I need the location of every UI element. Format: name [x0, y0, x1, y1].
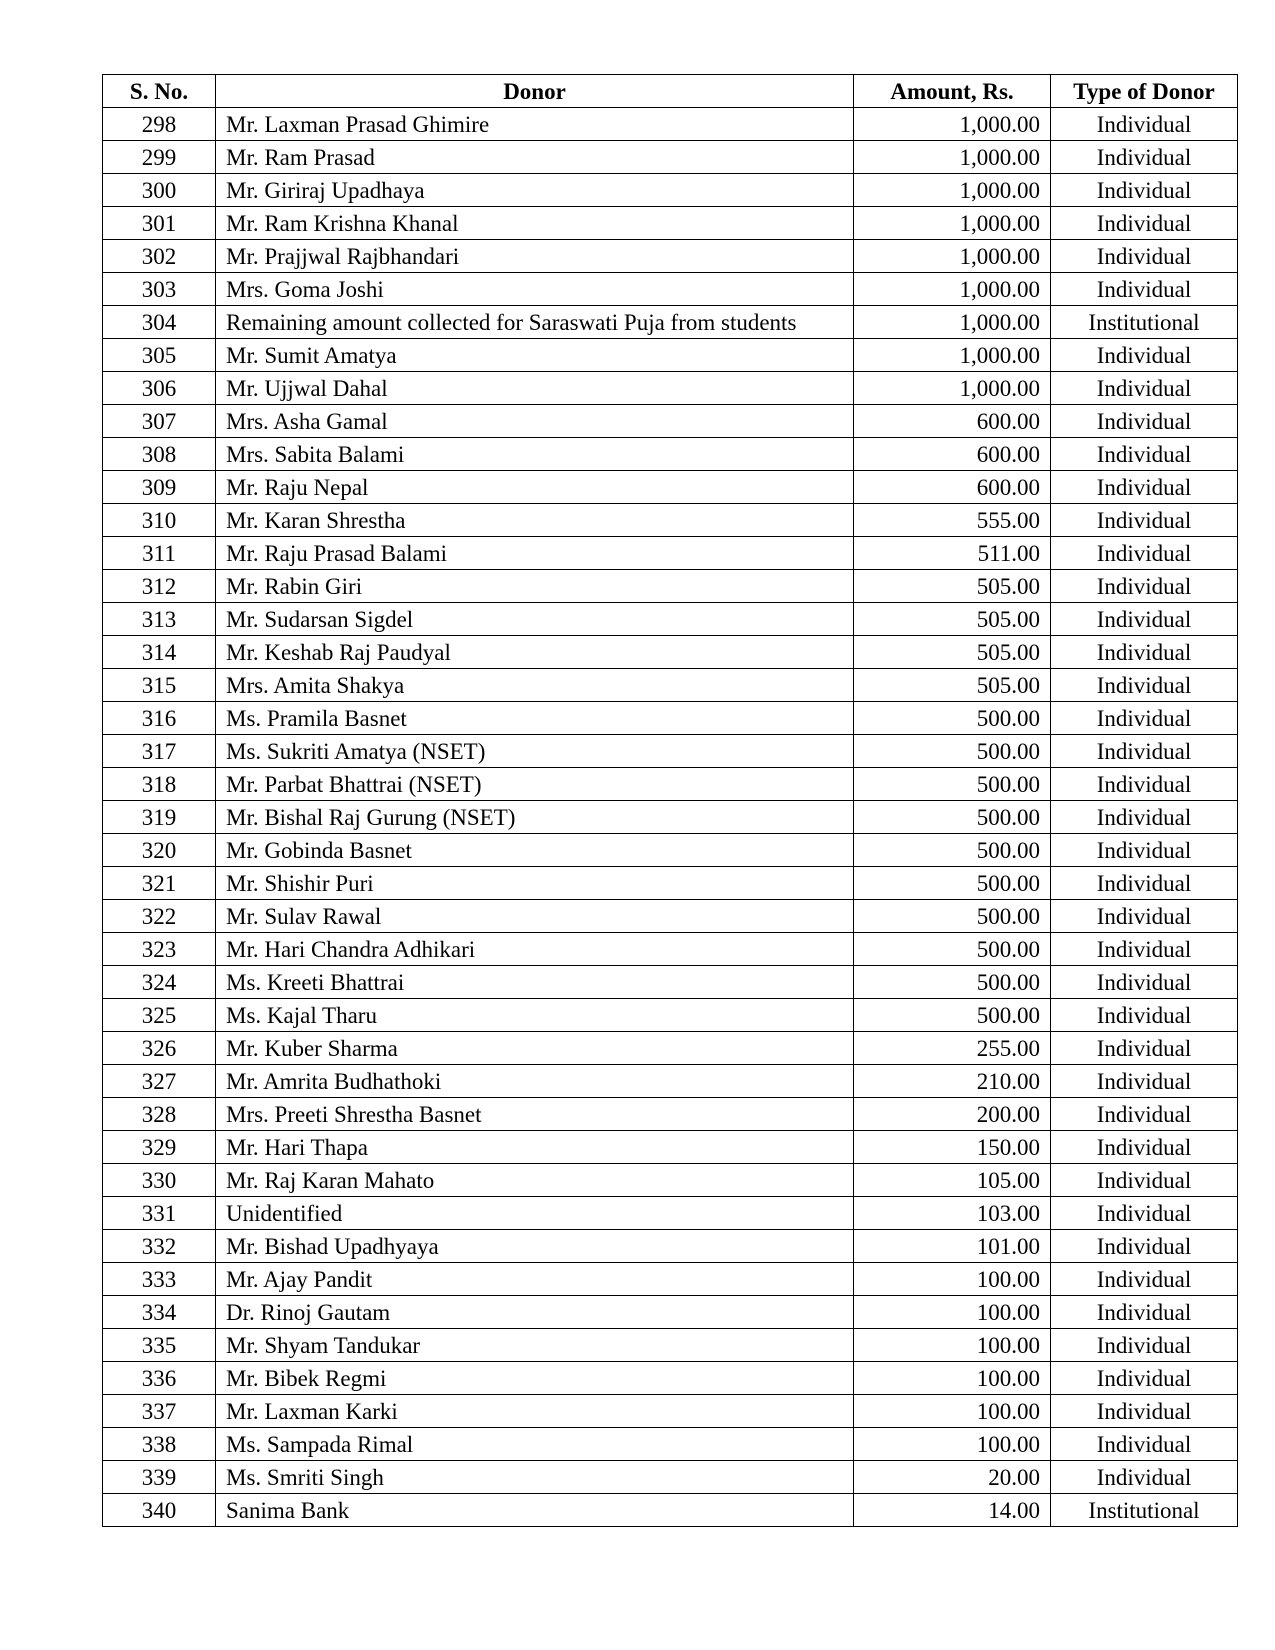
cell-sno: 300 [103, 174, 216, 207]
cell-amount: 505.00 [854, 636, 1051, 669]
cell-type: Institutional [1051, 306, 1238, 339]
cell-donor: Mr. Bishad Upadhyaya [216, 1230, 854, 1263]
cell-type: Individual [1051, 405, 1238, 438]
table-row [103, 768, 1238, 801]
cell-sno: 331 [103, 1197, 216, 1230]
cell-donor: Mr. Ujjwal Dahal [216, 372, 854, 405]
cell-sno: 312 [103, 570, 216, 603]
table-row [103, 1362, 1238, 1395]
cell-sno: 302 [103, 240, 216, 273]
cell-sno: 332 [103, 1230, 216, 1263]
cell-sno: 298 [103, 108, 216, 141]
cell-type: Individual [1051, 834, 1238, 867]
cell-sno: 336 [103, 1362, 216, 1395]
cell-sno: 339 [103, 1461, 216, 1494]
cell-amount: 500.00 [854, 966, 1051, 999]
cell-sno: 328 [103, 1098, 216, 1131]
cell-type: Individual [1051, 273, 1238, 306]
cell-sno: 329 [103, 1131, 216, 1164]
cell-type: Individual [1051, 504, 1238, 537]
cell-donor: Mr. Bishal Raj Gurung (NSET) [216, 801, 854, 834]
cell-sno: 323 [103, 933, 216, 966]
cell-donor: Mr. Laxman Karki [216, 1395, 854, 1428]
table-header [103, 75, 1238, 108]
table-row [103, 504, 1238, 537]
cell-donor: Mr. Raju Prasad Balami [216, 537, 854, 570]
cell-amount: 500.00 [854, 735, 1051, 768]
cell-amount: 555.00 [854, 504, 1051, 537]
cell-donor: Mr. Bibek Regmi [216, 1362, 854, 1395]
table-row [103, 1428, 1238, 1461]
cell-donor: Mr. Shishir Puri [216, 867, 854, 900]
cell-sno: 321 [103, 867, 216, 900]
cell-type: Individual [1051, 141, 1238, 174]
table-row [103, 1098, 1238, 1131]
table-row [103, 537, 1238, 570]
cell-donor: Mr. Karan Shrestha [216, 504, 854, 537]
table-row [103, 1230, 1238, 1263]
cell-type: Individual [1051, 1032, 1238, 1065]
table-row [103, 1164, 1238, 1197]
cell-amount: 1,000.00 [854, 141, 1051, 174]
table-row [103, 867, 1238, 900]
cell-type: Individual [1051, 471, 1238, 504]
cell-sno: 301 [103, 207, 216, 240]
table-row [103, 636, 1238, 669]
cell-amount: 1,000.00 [854, 108, 1051, 141]
cell-amount: 500.00 [854, 834, 1051, 867]
cell-amount: 1,000.00 [854, 339, 1051, 372]
table-row [103, 801, 1238, 834]
cell-amount: 150.00 [854, 1131, 1051, 1164]
header-sno: S. No. [103, 75, 216, 108]
cell-amount: 505.00 [854, 570, 1051, 603]
cell-donor: Ms. Kreeti Bhattrai [216, 966, 854, 999]
table-row [103, 207, 1238, 240]
cell-sno: 305 [103, 339, 216, 372]
cell-type: Individual [1051, 1164, 1238, 1197]
cell-donor: Mr. Amrita Budhathoki [216, 1065, 854, 1098]
cell-amount: 500.00 [854, 768, 1051, 801]
cell-type: Individual [1051, 1098, 1238, 1131]
cell-type: Individual [1051, 1329, 1238, 1362]
cell-type: Individual [1051, 702, 1238, 735]
cell-amount: 511.00 [854, 537, 1051, 570]
cell-type: Individual [1051, 339, 1238, 372]
cell-amount: 600.00 [854, 405, 1051, 438]
table-row [103, 174, 1238, 207]
cell-sno: 315 [103, 669, 216, 702]
table-row [103, 306, 1238, 339]
cell-donor: Remaining amount collected for Saraswati Puja from students [216, 306, 854, 339]
cell-sno: 327 [103, 1065, 216, 1098]
cell-type: Individual [1051, 240, 1238, 273]
cell-amount: 500.00 [854, 867, 1051, 900]
table-row [103, 1329, 1238, 1362]
table-row [103, 471, 1238, 504]
table-row [103, 1263, 1238, 1296]
cell-sno: 313 [103, 603, 216, 636]
table-row [103, 603, 1238, 636]
donor-table [102, 74, 1238, 1527]
table-row [103, 669, 1238, 702]
cell-amount: 500.00 [854, 801, 1051, 834]
cell-amount: 14.00 [854, 1494, 1051, 1527]
cell-type: Individual [1051, 537, 1238, 570]
table-row [103, 141, 1238, 174]
cell-type: Individual [1051, 1428, 1238, 1461]
table-row [103, 1197, 1238, 1230]
cell-sno: 306 [103, 372, 216, 405]
cell-amount: 1,000.00 [854, 306, 1051, 339]
cell-sno: 335 [103, 1329, 216, 1362]
cell-sno: 310 [103, 504, 216, 537]
cell-sno: 319 [103, 801, 216, 834]
cell-donor: Mr. Sumit Amatya [216, 339, 854, 372]
table-row [103, 273, 1238, 306]
cell-donor: Ms. Kajal Tharu [216, 999, 854, 1032]
cell-amount: 600.00 [854, 438, 1051, 471]
cell-type: Individual [1051, 669, 1238, 702]
cell-sno: 330 [103, 1164, 216, 1197]
table-row [103, 240, 1238, 273]
table-row [103, 900, 1238, 933]
table-row [103, 438, 1238, 471]
table-row [103, 1131, 1238, 1164]
cell-amount: 500.00 [854, 999, 1051, 1032]
table-row [103, 372, 1238, 405]
cell-sno: 325 [103, 999, 216, 1032]
cell-amount: 1,000.00 [854, 207, 1051, 240]
cell-amount: 1,000.00 [854, 174, 1051, 207]
cell-type: Individual [1051, 570, 1238, 603]
cell-amount: 20.00 [854, 1461, 1051, 1494]
cell-type: Institutional [1051, 1494, 1238, 1527]
table-row [103, 966, 1238, 999]
cell-type: Individual [1051, 1065, 1238, 1098]
cell-type: Individual [1051, 966, 1238, 999]
cell-donor: Mrs. Preeti Shrestha Basnet [216, 1098, 854, 1131]
cell-type: Individual [1051, 735, 1238, 768]
cell-sno: 322 [103, 900, 216, 933]
cell-donor: Dr. Rinoj Gautam [216, 1296, 854, 1329]
cell-sno: 324 [103, 966, 216, 999]
cell-amount: 505.00 [854, 603, 1051, 636]
cell-type: Individual [1051, 1461, 1238, 1494]
cell-amount: 100.00 [854, 1329, 1051, 1362]
cell-donor: Mr. Ram Krishna Khanal [216, 207, 854, 240]
cell-sno: 320 [103, 834, 216, 867]
table-row [103, 405, 1238, 438]
cell-sno: 308 [103, 438, 216, 471]
cell-donor: Mr. Sulav Rawal [216, 900, 854, 933]
table-row [103, 702, 1238, 735]
cell-type: Individual [1051, 1296, 1238, 1329]
cell-amount: 210.00 [854, 1065, 1051, 1098]
cell-donor: Mr. Kuber Sharma [216, 1032, 854, 1065]
cell-donor: Mr. Hari Chandra Adhikari [216, 933, 854, 966]
cell-donor: Mr. Prajjwal Rajbhandari [216, 240, 854, 273]
cell-donor: Mrs. Amita Shakya [216, 669, 854, 702]
cell-type: Individual [1051, 108, 1238, 141]
cell-amount: 105.00 [854, 1164, 1051, 1197]
table-row [103, 108, 1238, 141]
cell-type: Individual [1051, 636, 1238, 669]
cell-donor: Mr. Keshab Raj Paudyal [216, 636, 854, 669]
cell-donor: Ms. Pramila Basnet [216, 702, 854, 735]
cell-amount: 500.00 [854, 933, 1051, 966]
table-row [103, 1395, 1238, 1428]
cell-type: Individual [1051, 1395, 1238, 1428]
cell-sno: 316 [103, 702, 216, 735]
cell-type: Individual [1051, 900, 1238, 933]
table-row [103, 1296, 1238, 1329]
table-row [103, 1461, 1238, 1494]
cell-type: Individual [1051, 999, 1238, 1032]
cell-amount: 500.00 [854, 702, 1051, 735]
cell-type: Individual [1051, 768, 1238, 801]
cell-type: Individual [1051, 1131, 1238, 1164]
cell-sno: 299 [103, 141, 216, 174]
table-row [103, 1494, 1238, 1527]
cell-amount: 255.00 [854, 1032, 1051, 1065]
table-row [103, 570, 1238, 603]
cell-donor: Mr. Rabin Giri [216, 570, 854, 603]
cell-amount: 200.00 [854, 1098, 1051, 1131]
table-row [103, 834, 1238, 867]
cell-donor: Mrs. Goma Joshi [216, 273, 854, 306]
cell-donor: Mr. Sudarsan Sigdel [216, 603, 854, 636]
cell-donor: Mr. Ajay Pandit [216, 1263, 854, 1296]
cell-donor: Mr. Raju Nepal [216, 471, 854, 504]
cell-amount: 100.00 [854, 1395, 1051, 1428]
cell-amount: 100.00 [854, 1428, 1051, 1461]
cell-donor: Ms. Smriti Singh [216, 1461, 854, 1494]
cell-sno: 333 [103, 1263, 216, 1296]
cell-sno: 314 [103, 636, 216, 669]
cell-donor: Mrs. Asha Gamal [216, 405, 854, 438]
cell-sno: 318 [103, 768, 216, 801]
cell-donor: Unidentified [216, 1197, 854, 1230]
cell-amount: 505.00 [854, 669, 1051, 702]
cell-donor: Mr. Laxman Prasad Ghimire [216, 108, 854, 141]
header-donor: Donor [216, 75, 854, 108]
cell-donor: Mr. Gobinda Basnet [216, 834, 854, 867]
cell-sno: 338 [103, 1428, 216, 1461]
cell-sno: 307 [103, 405, 216, 438]
cell-donor: Mr. Shyam Tandukar [216, 1329, 854, 1362]
cell-sno: 337 [103, 1395, 216, 1428]
cell-amount: 1,000.00 [854, 372, 1051, 405]
table-row [103, 1065, 1238, 1098]
cell-type: Individual [1051, 174, 1238, 207]
cell-sno: 309 [103, 471, 216, 504]
header-type: Type of Donor [1051, 75, 1238, 108]
cell-amount: 103.00 [854, 1197, 1051, 1230]
cell-type: Individual [1051, 207, 1238, 240]
header-row [103, 75, 1238, 108]
cell-amount: 1,000.00 [854, 240, 1051, 273]
header-amount: Amount, Rs. [854, 75, 1051, 108]
cell-amount: 600.00 [854, 471, 1051, 504]
table-row [103, 735, 1238, 768]
cell-sno: 317 [103, 735, 216, 768]
cell-amount: 101.00 [854, 1230, 1051, 1263]
cell-donor: Mr. Parbat Bhattrai (NSET) [216, 768, 854, 801]
cell-donor: Mrs. Sabita Balami [216, 438, 854, 471]
table-row [103, 999, 1238, 1032]
cell-donor: Sanima Bank [216, 1494, 854, 1527]
cell-donor: Mr. Hari Thapa [216, 1131, 854, 1164]
cell-donor: Ms. Sukriti Amatya (NSET) [216, 735, 854, 768]
cell-donor: Mr. Giriraj Upadhaya [216, 174, 854, 207]
cell-type: Individual [1051, 372, 1238, 405]
cell-sno: 334 [103, 1296, 216, 1329]
cell-type: Individual [1051, 438, 1238, 471]
cell-donor: Ms. Sampada Rimal [216, 1428, 854, 1461]
cell-sno: 304 [103, 306, 216, 339]
table-row [103, 339, 1238, 372]
cell-amount: 100.00 [854, 1362, 1051, 1395]
cell-amount: 100.00 [854, 1296, 1051, 1329]
cell-sno: 303 [103, 273, 216, 306]
cell-type: Individual [1051, 933, 1238, 966]
table-body [103, 108, 1238, 1527]
cell-amount: 100.00 [854, 1263, 1051, 1296]
cell-sno: 326 [103, 1032, 216, 1065]
cell-type: Individual [1051, 1263, 1238, 1296]
cell-type: Individual [1051, 1362, 1238, 1395]
cell-amount: 1,000.00 [854, 273, 1051, 306]
cell-type: Individual [1051, 1197, 1238, 1230]
table-row [103, 933, 1238, 966]
cell-type: Individual [1051, 1230, 1238, 1263]
cell-donor: Mr. Raj Karan Mahato [216, 1164, 854, 1197]
cell-amount: 500.00 [854, 900, 1051, 933]
cell-sno: 340 [103, 1494, 216, 1527]
cell-sno: 311 [103, 537, 216, 570]
table-row [103, 1032, 1238, 1065]
cell-type: Individual [1051, 603, 1238, 636]
cell-type: Individual [1051, 867, 1238, 900]
cell-donor: Mr. Ram Prasad [216, 141, 854, 174]
cell-type: Individual [1051, 801, 1238, 834]
